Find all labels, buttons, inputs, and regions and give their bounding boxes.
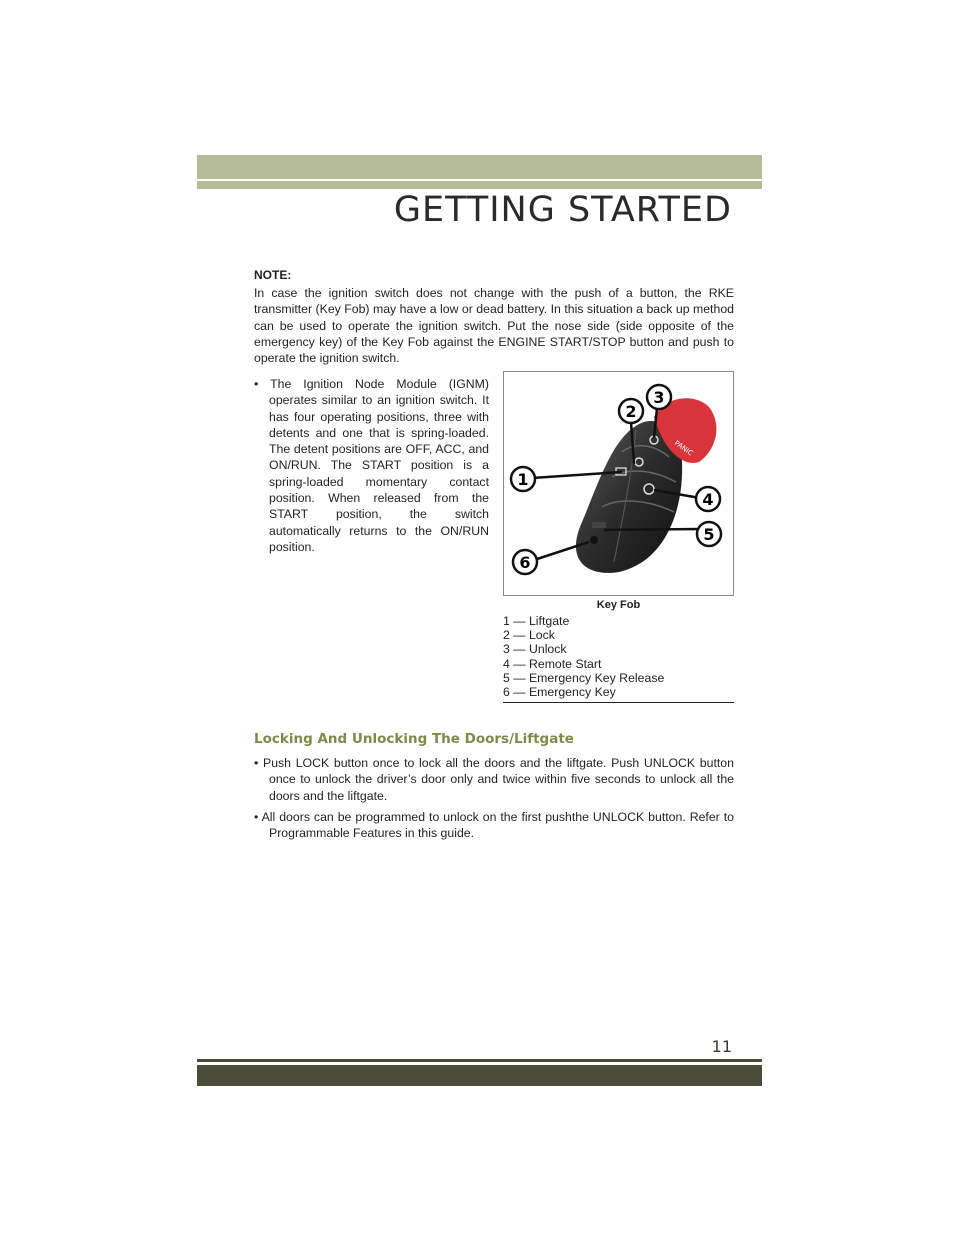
- legend-item-lock: 2 — Lock: [503, 628, 555, 643]
- header-rule: [197, 181, 762, 189]
- figure-caption: Key Fob: [596, 599, 641, 611]
- legend-item-liftgate: 1 — Liftgate: [503, 614, 570, 628]
- key-fob-figure: [503, 371, 734, 596]
- key-fob-illustration: [504, 372, 733, 595]
- figure-legend: [503, 614, 734, 703]
- locking-bullet: • Push LOCK button once to lock all the doors and the liftgate. Push UNLOCK button once to unlock the driver’s door only and twice within five seconds to unlock all the doors and the liftgate.: [254, 756, 734, 803]
- panic-text: PANIC: [672, 439, 695, 458]
- ignm-bullet-block: [254, 376, 489, 555]
- locking-heading: Locking And Unlocking The Doors/Liftgate: [254, 731, 574, 747]
- svg-text:2: 2: [625, 402, 637, 421]
- footer-band: [197, 1065, 762, 1086]
- callout-line-5: [604, 529, 701, 530]
- section-title: GETTING STARTED: [393, 190, 732, 230]
- legend-item-remote-start: 4 — Remote Start: [503, 656, 602, 671]
- svg-text:5: 5: [703, 525, 715, 544]
- emergency-key-release-icon: [592, 522, 606, 528]
- ignm-bullet: • The Ignition Node Module (IGNM) operates similar to an ignition switch. It has four operating positions, three with detents and one that is spring-loaded. The detent positions are OFF, ACC, and ON/RUN. The START position is a spring-loaded momentary contact position. When released from the START position, the switch automatically returns to the ON/RUN position.: [254, 377, 489, 554]
- callout-4: [696, 487, 720, 511]
- svg-text:1: 1: [517, 470, 529, 489]
- callout-2: [619, 399, 643, 423]
- note-label: NOTE:: [254, 268, 292, 282]
- legend-item-emergency-key-release: 5 — Emergency Key Release: [503, 670, 665, 685]
- svg-text:6: 6: [519, 553, 531, 572]
- svg-text:4: 4: [702, 490, 714, 509]
- callout-1: [511, 467, 535, 491]
- header-band: [197, 155, 762, 179]
- page-number: 11: [711, 1037, 732, 1056]
- footer-rule: [197, 1059, 762, 1062]
- legend-item-unlock: 3 — Unlock: [503, 642, 567, 657]
- legend-item-emergency-key: 6 — Emergency Key: [503, 685, 616, 700]
- locking-bullet: • All doors can be programmed to unlock on the first pushthe UNLOCK button. Refer to Programmable Features in this guide.: [254, 809, 734, 841]
- callout-5: [697, 522, 721, 546]
- svg-text:3: 3: [653, 388, 665, 407]
- callout-3: [647, 385, 671, 409]
- emergency-key-icon: [590, 536, 598, 544]
- locking-bullets: [254, 755, 734, 846]
- note-text: In case the ignition switch does not change with the push of a button, the RKE transmitter (Key Fob) may have a low or dead battery. In this situation a back up method can be used to operate the ignition switch. Put the nose side (side opposite of the emergency key) of the Key Fob against the ENGINE START/STOP button and push to operate the ignition switch.: [254, 286, 734, 366]
- callout-6: [513, 550, 537, 574]
